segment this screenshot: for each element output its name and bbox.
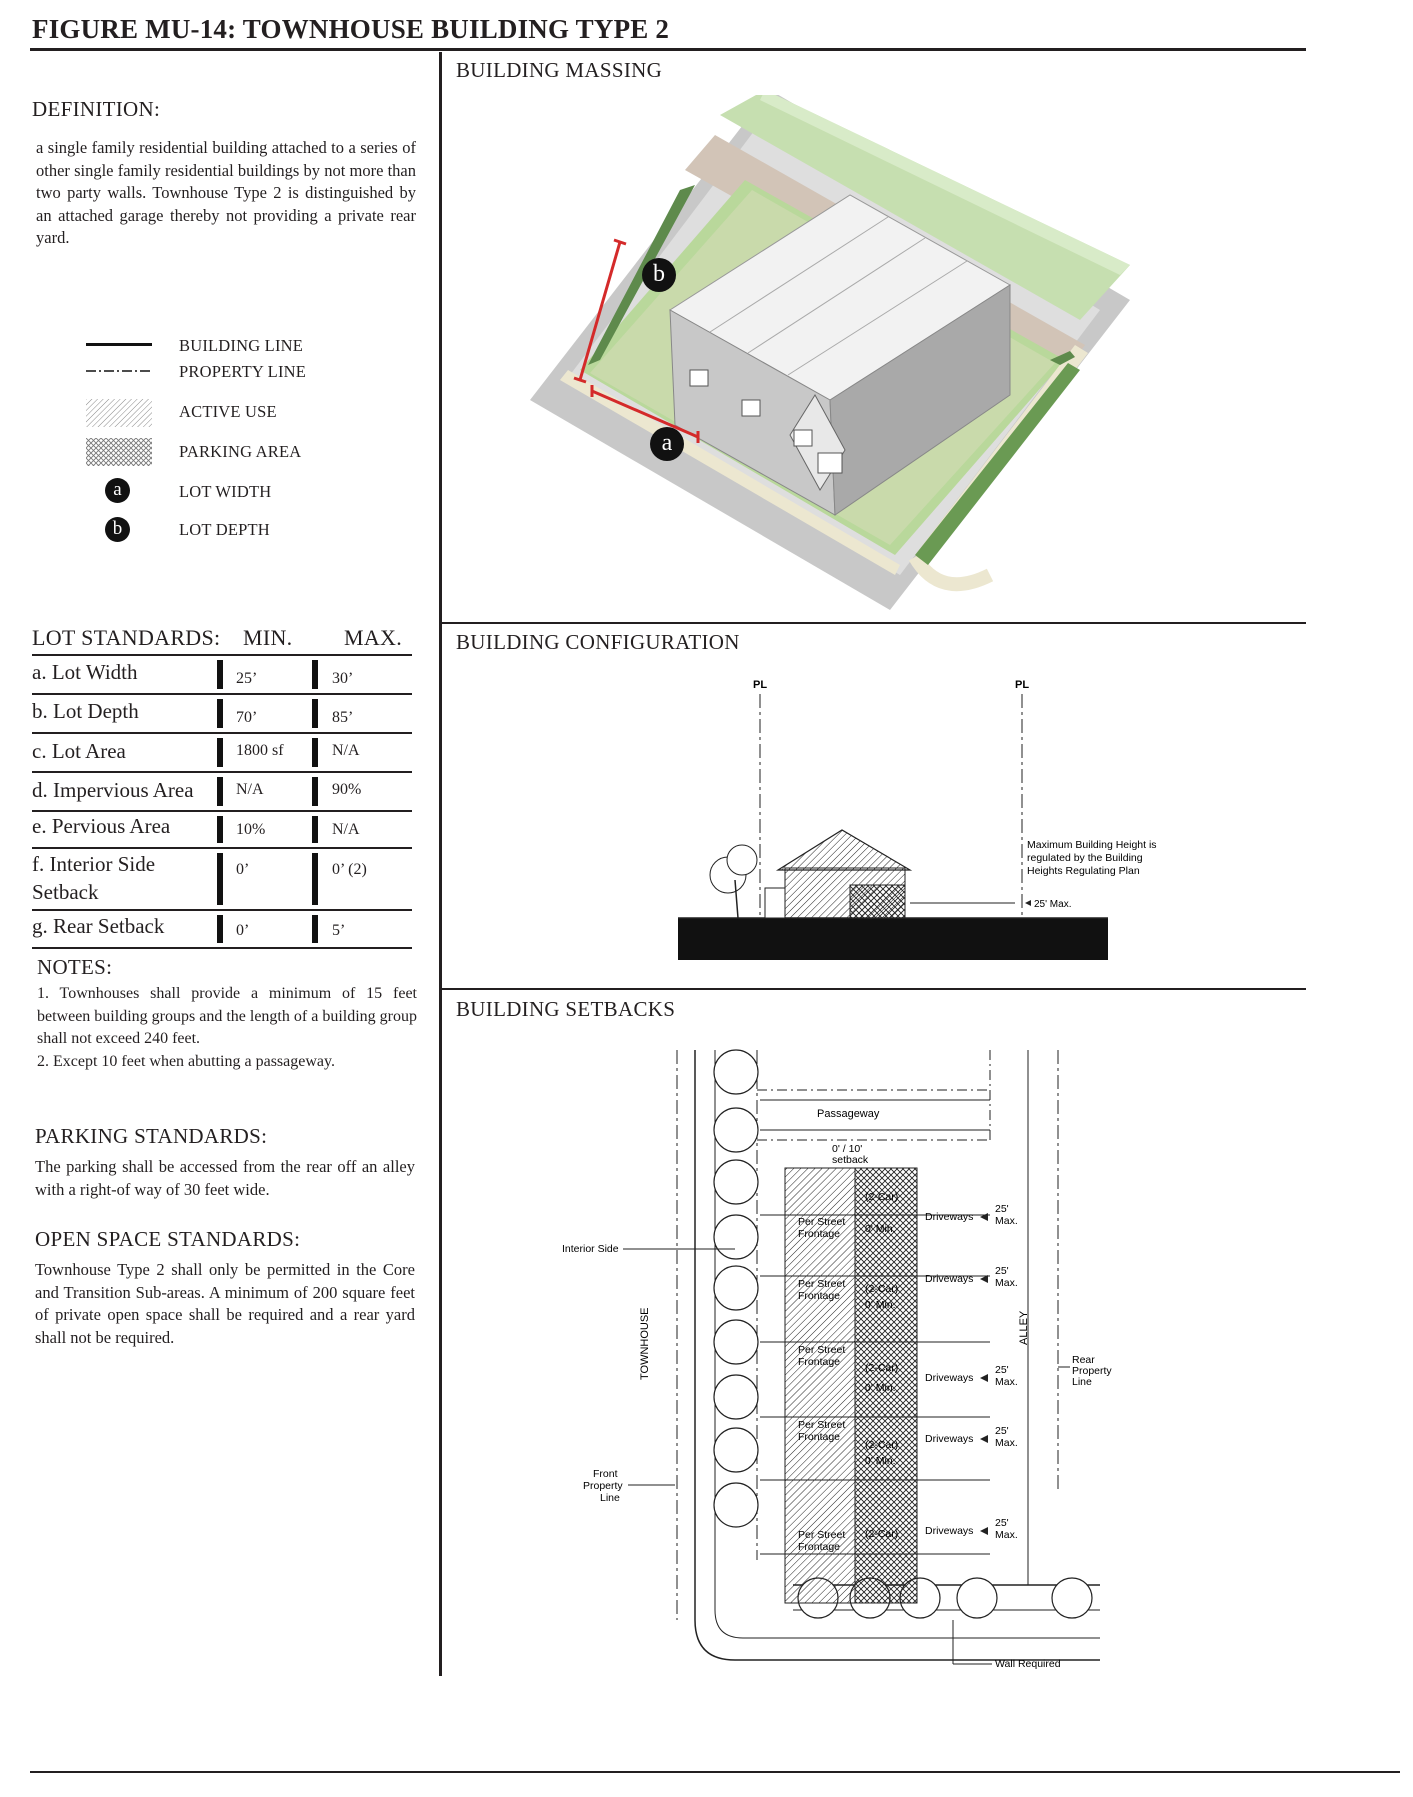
per-street-2b: Frontage xyxy=(798,1290,841,1302)
row-max: 85’ xyxy=(332,709,354,726)
configuration-drawing xyxy=(670,670,1230,970)
row-bar xyxy=(312,853,318,905)
zero-min-b: 0' Min. xyxy=(865,1299,896,1311)
massing-marker-a: a xyxy=(650,427,684,461)
per-street-2e: Frontage xyxy=(798,1541,841,1553)
row-max: 90% xyxy=(332,781,362,798)
driveways-b: Driveways xyxy=(925,1273,974,1285)
two-car-c: (2-Car) xyxy=(865,1362,899,1374)
title-rule xyxy=(30,48,1306,51)
setbacks-rule xyxy=(439,988,1306,990)
alley-label: ALLEY xyxy=(1018,1310,1030,1345)
per-street-2c: Frontage xyxy=(798,1356,841,1368)
table-row xyxy=(32,656,412,695)
front-pl-label-3: Line xyxy=(600,1492,620,1504)
zero-min-d: 0' Min. xyxy=(865,1455,896,1467)
driveways-a: Driveways xyxy=(925,1211,974,1223)
max-25-b: 25' xyxy=(995,1265,1009,1277)
two-car-b: (2-Car) xyxy=(865,1283,899,1295)
table-row xyxy=(32,911,412,949)
row-bar xyxy=(312,660,318,689)
row-bar xyxy=(217,816,223,843)
max-word-c: Max. xyxy=(995,1376,1018,1388)
zero-min-a: 0' Min. xyxy=(865,1223,896,1235)
property-line-swatch xyxy=(86,368,152,374)
setback-label-1: 0' / 10' xyxy=(832,1143,863,1155)
per-street-1e: Per Street xyxy=(798,1529,846,1541)
pl-left-label: PL xyxy=(753,679,768,691)
massing-drawing xyxy=(520,95,1240,615)
row-bar xyxy=(217,853,223,905)
townhouse-label: TOWNHOUSE xyxy=(639,1307,651,1380)
row-label: d. Impervious Area xyxy=(32,778,194,802)
max-word-b: Max. xyxy=(995,1277,1018,1289)
parking-text: The parking shall be accessed from the rear off an alley with a right-of way of 30 feet wide. xyxy=(35,1157,415,1199)
row-bar xyxy=(312,738,318,767)
pl-right-label: PL xyxy=(1015,679,1030,691)
row-label: e. Pervious Area xyxy=(32,814,171,838)
height-note-1: Maximum Building Height is xyxy=(1027,839,1157,851)
row-label: b. Lot Depth xyxy=(32,699,139,723)
min-header: MIN. xyxy=(243,625,293,650)
building-line-swatch xyxy=(86,343,152,346)
per-street-1b: Per Street xyxy=(798,1278,846,1290)
passageway-label: Passageway xyxy=(817,1108,880,1120)
open-space-heading: OPEN SPACE STANDARDS: xyxy=(35,1227,301,1251)
max-25-e: 25' xyxy=(995,1517,1009,1529)
row-label: a. Lot Width xyxy=(32,660,138,684)
definition-heading: DEFINITION: xyxy=(32,97,161,121)
row-bar xyxy=(217,660,223,689)
max-word-e: Max. xyxy=(995,1529,1018,1541)
table-row xyxy=(32,695,412,734)
legend-property-line: PROPERTY LINE xyxy=(179,362,307,381)
active-use-swatch xyxy=(86,399,152,427)
zero-min-c: 0' Min. xyxy=(865,1382,896,1394)
max-word-d: Max. xyxy=(995,1437,1018,1449)
lot-width-marker: a xyxy=(105,478,130,503)
rear-pl-label-1: Rear xyxy=(1072,1354,1095,1366)
column-divider xyxy=(439,52,442,1676)
row-max: 30’ xyxy=(332,670,354,687)
setbacks-heading: BUILDING SETBACKS xyxy=(456,997,676,1021)
front-pl-label-1: Front xyxy=(593,1468,618,1480)
row-bar xyxy=(312,816,318,843)
max-25-c: 25' xyxy=(995,1364,1009,1376)
row-min: 0’ xyxy=(236,861,250,878)
bottom-rule xyxy=(30,1771,1400,1773)
per-street-2a: Frontage xyxy=(798,1228,841,1240)
two-car-a: (2-Car) xyxy=(865,1191,899,1203)
front-pl-label-2: Property xyxy=(583,1480,623,1492)
row-min: 70’ xyxy=(236,709,258,726)
max-25-d: 25' xyxy=(995,1425,1009,1437)
row-bar xyxy=(217,915,223,943)
row-label: g. Rear Setback xyxy=(32,914,165,938)
setbacks-drawing xyxy=(540,1040,1220,1680)
driveways-e: Driveways xyxy=(925,1525,974,1537)
parking-area-swatch xyxy=(86,438,152,466)
rear-pl-label-3: Line xyxy=(1072,1376,1092,1388)
row-label: f. Interior Side Setback xyxy=(32,852,156,904)
table-row xyxy=(32,849,412,911)
legend-building-line: BUILDING LINE xyxy=(179,336,304,355)
row-bar xyxy=(217,699,223,728)
per-street-1d: Per Street xyxy=(798,1419,846,1431)
per-street-1a: Per Street xyxy=(798,1216,846,1228)
row-min: 10% xyxy=(236,821,266,838)
definition-text: a single family residential building attached to a series of other single family residential buildings by not more than two party walls. Townhouse Type 2 is distinguished by an attached garage thereby not providing a private rear yard. xyxy=(36,138,416,247)
row-bar xyxy=(312,915,318,943)
table-row xyxy=(32,812,412,849)
open-space-text: Townhouse Type 2 shall only be permitted in the Core and Transition Sub-areas. A minimum of 200 square feet of private open space shall be required and a rear yard shall not be required. xyxy=(35,1260,415,1347)
setback-label-2: setback xyxy=(832,1154,869,1166)
height-note-3: Heights Regulating Plan xyxy=(1027,865,1140,877)
row-bar xyxy=(312,777,318,806)
row-min: 25’ xyxy=(236,670,258,687)
per-street-1c: Per Street xyxy=(798,1344,846,1356)
per-street-2d: Frontage xyxy=(798,1431,841,1443)
two-car-e: (2-Car) xyxy=(865,1528,899,1540)
wall-required-label: Wall Required xyxy=(995,1658,1061,1670)
row-min: N/A xyxy=(236,781,264,798)
lot-standards-heading: LOT STANDARDS: xyxy=(32,625,221,650)
table-row xyxy=(32,734,412,773)
legend-active-use: ACTIVE USE xyxy=(179,402,277,421)
legend-lot-width: LOT WIDTH xyxy=(179,482,272,501)
max-height-label: 25' Max. xyxy=(1034,899,1072,910)
configuration-rule xyxy=(439,622,1306,624)
max-header: MAX. xyxy=(344,625,403,650)
configuration-heading: BUILDING CONFIGURATION xyxy=(456,630,740,654)
massing-marker-b: b xyxy=(642,258,676,292)
row-label: c. Lot Area xyxy=(32,739,126,763)
max-25-a: 25' xyxy=(995,1203,1009,1215)
row-max: 5’ xyxy=(332,922,346,939)
driveways-d: Driveways xyxy=(925,1433,974,1445)
row-bar xyxy=(217,738,223,767)
row-bar xyxy=(312,699,318,728)
two-car-d: (2-Car) xyxy=(865,1439,899,1451)
row-max: 0’ (2) xyxy=(332,861,367,878)
row-max: N/A xyxy=(332,821,360,838)
legend-parking-area: PARKING AREA xyxy=(179,442,302,461)
massing-heading: BUILDING MASSING xyxy=(456,58,663,82)
row-min: 0’ xyxy=(236,922,250,939)
driveways-c: Driveways xyxy=(925,1372,974,1384)
lot-depth-marker: b xyxy=(105,517,130,542)
row-max: N/A xyxy=(332,742,360,759)
row-bar xyxy=(217,777,223,806)
legend-lot-depth: LOT DEPTH xyxy=(179,520,270,539)
parking-heading: PARKING STANDARDS: xyxy=(35,1124,268,1148)
rear-pl-label-2: Property xyxy=(1072,1365,1112,1377)
row-min: 1800 sf xyxy=(236,742,284,759)
table-row xyxy=(32,773,412,812)
page-title: FIGURE MU-14: TOWNHOUSE BUILDING TYPE 2 xyxy=(32,14,670,44)
note-1: 1. Townhouses shall provide a minimum of 15 feet between building groups and the length of a building group shall not exceed 240 feet. xyxy=(37,985,417,1047)
height-note-2: regulated by the Building xyxy=(1027,852,1143,864)
interior-side-label: Interior Side xyxy=(562,1243,619,1255)
note-2: 2. Except 10 feet when abutting a passageway. xyxy=(37,1053,335,1070)
notes-heading: NOTES: xyxy=(37,955,113,979)
max-word-a: Max. xyxy=(995,1215,1018,1227)
